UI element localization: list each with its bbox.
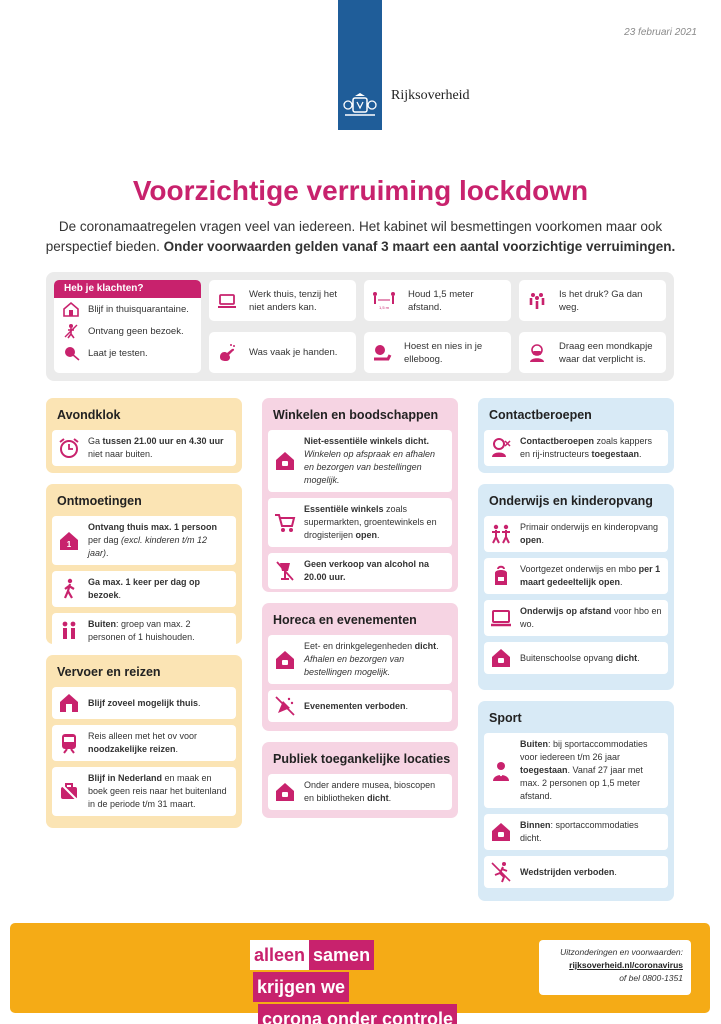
wash-hands-icon: [217, 343, 237, 363]
card-publiek: [262, 742, 458, 818]
item-text: [304, 558, 446, 584]
text-bold: per 1 maart gedeeltelijk open: [520, 564, 661, 587]
closed-restaurant-icon: [274, 649, 296, 671]
text-bold: dicht: [367, 793, 389, 803]
text-part: niet naar buiten.: [88, 449, 153, 459]
house-icon: [58, 692, 80, 714]
card-title: Ontmoetingen: [57, 494, 142, 508]
text-bold: Essentiële winkels: [304, 504, 384, 514]
tip-text: Werk thuis, tenzij het niet anders kan.: [249, 288, 338, 313]
text-part: Reis alleen met het ov voor: [88, 731, 198, 741]
text-part: .: [175, 744, 179, 754]
list-item: [52, 725, 236, 761]
coat-of-arms-icon: [343, 92, 377, 118]
tip-wash-hands: [209, 332, 356, 373]
list-item: [484, 814, 668, 850]
laptop-icon: [217, 291, 237, 311]
tip-work-home: [209, 280, 356, 321]
item-text: [304, 503, 446, 542]
text-part: .: [106, 548, 109, 558]
list-item: [484, 516, 668, 552]
text-part: .: [405, 700, 409, 711]
date: 23 februari 2021: [624, 27, 697, 38]
list-item: [52, 687, 236, 719]
walking-person-icon: [58, 578, 80, 600]
list-item: [52, 767, 236, 816]
brand: Rijksoverheid: [391, 88, 470, 103]
closed-building-icon: [274, 781, 296, 803]
two-people-icon: [58, 620, 80, 642]
house-one-icon: [58, 530, 80, 552]
backpack-icon: [490, 565, 512, 587]
text-part: . Vanaf 27 jaar met max. 2 personen op 1,5 meter afstand.: [520, 765, 643, 801]
list-item: [268, 430, 452, 492]
card-vervoer: [46, 655, 242, 828]
klachten-row: [54, 298, 201, 320]
text-bold: Buiten: [88, 619, 116, 629]
no-alcohol-icon: [274, 560, 296, 582]
text-part: .: [639, 449, 642, 459]
list-item: [52, 571, 236, 607]
card-onderwijs: [478, 484, 674, 690]
text-part: zoals supermarkten, groentewinkels en drogisterijen: [304, 504, 437, 540]
text-bold: Ga max. 1 keer per dag op bezoek: [88, 577, 201, 600]
item-text: [88, 521, 230, 560]
item-text: [304, 435, 446, 487]
text-bold: dicht: [615, 652, 638, 663]
text-part: per dag: [88, 535, 122, 545]
text-part: .: [388, 793, 392, 803]
text-part: zoals kappers en rij-instructeurs: [520, 436, 653, 459]
text-part: .: [377, 530, 380, 540]
item-text: [88, 576, 230, 602]
text-bold: Niet-essentiële winkels dicht.: [304, 436, 430, 446]
card-horeca: [262, 603, 458, 731]
text-part: .: [436, 641, 439, 651]
card-title: Publiek toegankelijke locaties: [273, 752, 451, 766]
text-part: : sportaccommodaties dicht.: [520, 820, 639, 843]
card-title: Avondklok: [57, 408, 121, 422]
slogan-word: krijgen we: [253, 972, 349, 1002]
text-bold: Contactberoepen: [520, 436, 595, 446]
list-item: [484, 642, 668, 674]
coronavirus-link[interactable]: rijksoverheid.nl/coronavirus: [569, 960, 683, 970]
item-text: [520, 521, 662, 547]
children-icon: [490, 523, 512, 545]
card-ontmoetingen: [46, 484, 242, 644]
card-contactberoepen: [478, 398, 674, 473]
list-item: [268, 498, 452, 547]
text-part: : bij sportaccommodaties voor iedereen t/m 26 jaar: [520, 739, 648, 762]
tip-text: Houd 1,5 meter afstand.: [408, 288, 474, 313]
text-part: .: [541, 535, 545, 545]
coach-icon: [490, 760, 512, 782]
tip-distance: [364, 280, 511, 321]
klachten-row-text: Ontvang geen bezoek.: [88, 325, 184, 337]
item-text: [520, 563, 662, 589]
text-part: .: [620, 577, 623, 587]
text-bold: Ontvang thuis max. 1 persoon: [88, 522, 218, 532]
hairdresser-icon: [490, 437, 512, 459]
item-text: [520, 652, 640, 665]
text-part: Voortgezet onderwijs en mbo: [520, 564, 639, 574]
list-item: [52, 430, 236, 466]
item-text: [304, 640, 446, 679]
item-text: [88, 435, 230, 461]
slogan-word: corona onder controle: [258, 1004, 457, 1024]
text-bold: Blijf zoveel mogelijk thuis: [88, 697, 199, 708]
item-text: [304, 779, 446, 805]
item-text: [304, 700, 408, 713]
text-bold: Evenementen verboden: [304, 700, 406, 711]
text-bold: Onderwijs op afstand: [520, 606, 612, 616]
slogan: [250, 940, 472, 1024]
text-bold: Buiten: [520, 739, 548, 749]
card-title: Sport: [489, 711, 522, 725]
list-item: [484, 733, 668, 808]
text-part: Primair onderwijs en kinderopvang: [520, 522, 659, 532]
text-part: Ga: [88, 436, 103, 446]
klachten-title: Heb je klachten?: [54, 280, 201, 298]
card-title: Horeca en evenementen: [273, 613, 417, 627]
train-icon: [58, 732, 80, 754]
text-part: en maak en boek geen reis naar het buitenland in de periode t/m 31 maart.: [88, 773, 227, 809]
text-italic: Afhalen en bezorgen van bestellingen mogelijk.: [304, 654, 405, 677]
card-winkelen: [262, 398, 458, 592]
list-item: [268, 774, 452, 810]
tip-text: Draag een mondkapje waar dat verplicht is.: [559, 340, 653, 365]
no-travel-icon: [58, 781, 80, 803]
text-part: .: [198, 697, 201, 708]
card-avondklok: [46, 398, 242, 473]
list-item: [484, 430, 668, 466]
tip-text: Hoest en nies in je elleboog.: [404, 340, 483, 365]
cough-icon: [372, 343, 392, 363]
no-competition-icon: [490, 861, 512, 883]
item-text: [520, 819, 662, 845]
face-mask-icon: [527, 343, 547, 363]
tip-text: Was vaak je handen.: [249, 347, 338, 358]
card-title: Contactberoepen: [489, 408, 592, 422]
list-item: [484, 558, 668, 594]
klachten-row: [54, 342, 201, 364]
info-box: [539, 940, 691, 995]
klachten-row-text: Laat je testen.: [88, 347, 148, 359]
text-bold: Wedstrijden verboden: [520, 866, 615, 877]
page-title: Voorzichtige verruiming lockdown: [132, 175, 589, 206]
list-item: [52, 516, 236, 565]
shopping-cart-icon: [274, 512, 296, 534]
info-text: Uitzonderingen en voorwaarden:: [560, 947, 683, 957]
text-bold: tussen 21.00 uur en 4.30 uur: [102, 436, 224, 446]
list-item: [484, 856, 668, 888]
text-bold: Geen verkoop van alcohol na 20.00 uur.: [304, 559, 430, 582]
text-bold: toegestaan: [591, 449, 640, 459]
item-text: [520, 738, 662, 803]
closed-shop-icon: [274, 450, 296, 472]
crowd-icon: [527, 291, 547, 311]
item-text: [520, 866, 617, 879]
text-part: voor hbo en wo.: [520, 606, 662, 629]
text-bold: open: [355, 530, 378, 540]
item-text: [88, 618, 230, 644]
laptop-icon: [490, 607, 512, 629]
tip-busy: [519, 280, 666, 321]
slogan-word: alleen: [250, 940, 309, 970]
svg-text:1: 1: [66, 539, 72, 549]
text-italic: (excl. kinderen t/m 12 jaar): [88, 535, 208, 558]
rijksoverheid-ribbon: [338, 0, 382, 130]
no-visit-icon: [62, 323, 80, 339]
text-bold: dicht: [414, 641, 437, 651]
text-bold: noodzakelijke reizen: [88, 744, 176, 754]
slogan-word: samen: [309, 940, 374, 970]
text-part: Onder andere musea, bioscopen en bibliotheken: [304, 780, 436, 803]
text-bold: toegestaan: [520, 765, 568, 775]
text-bold: Blijf in Nederland: [88, 773, 163, 783]
text-bold: open: [520, 535, 542, 545]
list-item: [484, 600, 668, 636]
tip-mask: [519, 332, 666, 373]
item-text: [88, 697, 201, 710]
text-part: Buitenschoolse opvang: [520, 652, 616, 663]
klachten-box: [54, 280, 201, 373]
card-title: Vervoer en reizen: [57, 665, 161, 679]
list-item: [52, 613, 236, 649]
klachten-row-text: Blijf in thuisquarantaine.: [88, 303, 189, 315]
house-icon: [62, 301, 80, 317]
text-part: .: [614, 866, 617, 877]
item-text: [88, 772, 230, 811]
text-part: .: [637, 652, 640, 663]
text-italic: Winkelen op afspraak en afhalen en bezorgen van bestellingen mogelijk.: [304, 449, 436, 485]
distance-label: 1,5 m: [378, 304, 390, 310]
closed-daycare-icon: [490, 647, 512, 669]
intro-text: De coronamaatregelen vragen veel van iedereen. Het kabinet wil besmettingen voorkomen maar ook perspectief bieden.: [45, 219, 663, 254]
text-bold: Binnen: [520, 820, 551, 830]
card-title: Winkelen en boodschappen: [273, 408, 439, 422]
list-item: [268, 553, 452, 589]
tip-text: Is het druk? Ga dan weg.: [559, 288, 643, 313]
test-icon: [62, 345, 80, 361]
card-title: Onderwijs en kinderopvang: [489, 494, 653, 508]
item-text: [520, 435, 662, 461]
item-text: [88, 730, 230, 756]
text-part: .: [118, 590, 122, 600]
list-item: [268, 690, 452, 722]
card-sport: [478, 701, 674, 901]
text-part: Eet- en drinkgelegenheden: [304, 641, 415, 651]
no-events-icon: [274, 695, 296, 717]
intro-bold: Onder voorwaarden gelden vanaf 3 maart een aantal voorzichtige verruimingen.: [163, 239, 676, 254]
distance-icon: [372, 291, 396, 311]
item-text: [520, 605, 662, 631]
tip-cough: [364, 332, 511, 373]
phone-text: of bel 0800-1351: [619, 973, 683, 983]
list-item: [268, 635, 452, 684]
intro: [40, 217, 681, 257]
closed-gym-icon: [490, 821, 512, 843]
alarm-clock-icon: [58, 437, 80, 459]
klachten-row: [54, 320, 201, 342]
text-part: : groep van max. 2 personen of 1 huishouden.: [88, 619, 195, 642]
